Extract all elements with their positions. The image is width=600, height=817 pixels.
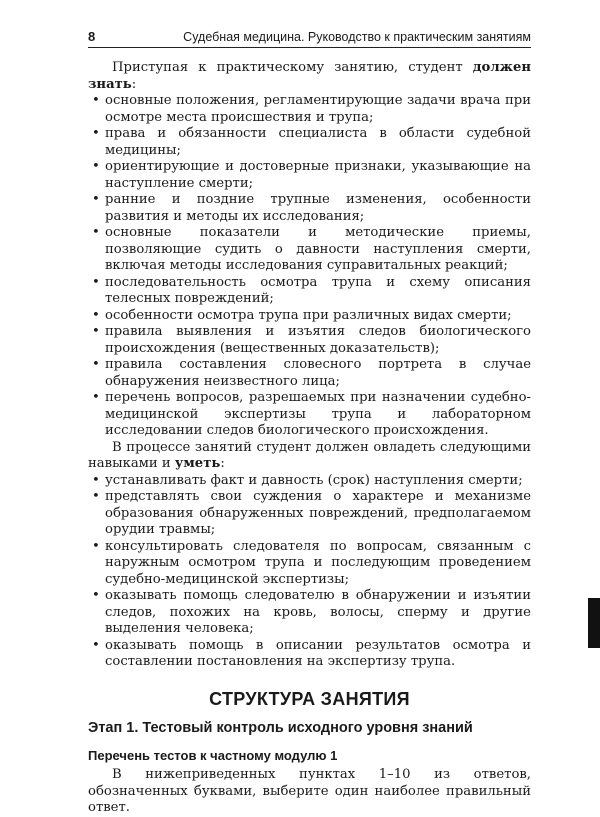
list-item bbox=[88, 192, 531, 225]
list-item-text: консультировать следователя по вопросам, связанным с наружным осмотром трупа и последующим проведением судебно-медицинской экспертизы; bbox=[105, 538, 531, 587]
list-item bbox=[88, 357, 531, 390]
list-item bbox=[88, 638, 531, 671]
bullet-icon: • bbox=[92, 93, 100, 108]
list-item bbox=[88, 473, 531, 490]
list-item bbox=[88, 275, 531, 308]
must-know-emphasis: должен знать bbox=[88, 60, 531, 92]
skills-intro: В процессе занятий студент должен овладеть следующими навыками и уметь: bbox=[88, 439, 531, 471]
list-item-text: ориентирующие и достоверные признаки, указывающие на наступление смерти; bbox=[105, 159, 531, 191]
list-item bbox=[88, 390, 531, 440]
list-item bbox=[88, 159, 531, 192]
list-item bbox=[88, 225, 531, 275]
list-item bbox=[88, 308, 531, 325]
know-intro: Приступая к практическому занятию, студент должен знать: bbox=[88, 60, 531, 92]
running-header bbox=[88, 28, 531, 48]
bullet-icon: • bbox=[92, 390, 100, 405]
bullet-icon: • bbox=[92, 538, 100, 554]
bullet-icon: • bbox=[92, 489, 100, 504]
must-do-emphasis: уметь bbox=[174, 456, 221, 471]
list-item-text: правила выявления и изъятия следов биологического происхождения (вещественных доказательств); bbox=[105, 324, 531, 356]
list-item-text: правила составления словесного портрета в случае обнаружения неизвестного лица; bbox=[105, 357, 531, 389]
list-item-text: устанавливать факт и давность (срок) наступления смерти; bbox=[105, 472, 523, 488]
list-item-text: основные показатели и методические приемы, позволяющие судить о давности наступления смерти, включая методы исследования суправитальных реакций; bbox=[105, 225, 531, 273]
page-number: 8 bbox=[88, 29, 96, 44]
tests-instruction: В нижеприведенных пунктах 1–10 из ответов, обозначенных буквами, выберите один наиболее правильный ответ. bbox=[88, 767, 531, 815]
bullet-icon: • bbox=[92, 637, 100, 653]
list-item bbox=[88, 93, 531, 126]
bullet-icon: • bbox=[92, 159, 100, 174]
bullet-icon: • bbox=[92, 588, 100, 603]
list-item-text: перечень вопросов, разрешаемых при назначении судебно-медицинской экспертизы трупа и лабораторном исследовании следов биологического происхождения. bbox=[105, 390, 531, 438]
skill-list bbox=[88, 473, 531, 671]
know-list bbox=[88, 93, 531, 440]
bullet-icon: • bbox=[92, 274, 100, 290]
list-item-text: права и обязанности специалиста в области судебной медицины; bbox=[105, 126, 531, 158]
bullet-icon: • bbox=[92, 357, 100, 372]
page-edge-tab bbox=[588, 598, 600, 648]
bullet-icon: • bbox=[92, 307, 100, 323]
list-item-text: последовательность осмотра трупа и схему описания телесных повреждений; bbox=[105, 274, 531, 306]
list-item-text: основные положения, регламентирующие задачи врача при осмотре места происшествия и трупа; bbox=[105, 93, 531, 125]
list-item-text: ранние и поздние трупные изменения, особенности развития и методы их исследования; bbox=[105, 192, 531, 224]
bullet-icon: • bbox=[92, 126, 100, 141]
list-item-text: оказывать помощь в описании результатов осмотра и составлении постановления на экспертизу трупа. bbox=[105, 637, 531, 669]
list-item-text: оказывать помощь следователю в обнаружении и изъятии следов, похожих на кровь, волосы, сперму и другие выделения человека; bbox=[105, 588, 531, 636]
bullet-icon: • bbox=[92, 472, 100, 488]
bullet-icon: • bbox=[92, 192, 100, 207]
tests-heading: Перечень тестов к частному модулю 1 bbox=[88, 747, 338, 763]
list-item-text: особенности осмотра трупа при различных видах смерти; bbox=[105, 307, 512, 323]
list-item bbox=[88, 489, 531, 539]
page-body bbox=[88, 60, 531, 817]
bullet-icon: • bbox=[92, 225, 100, 240]
list-item bbox=[88, 324, 531, 357]
bullet-icon: • bbox=[92, 324, 100, 339]
running-title: Судебная медицина. Руководство к практическим занятиям bbox=[183, 30, 531, 44]
list-item bbox=[88, 539, 531, 589]
list-item-text: представлять свои суждения о характере и механизме образования обнаруженных повреждений, предполагаемом орудии травмы; bbox=[105, 489, 531, 537]
section-heading: СТРУКТУРА ЗАНЯТИЯ bbox=[209, 688, 410, 709]
stage-heading: Этап 1. Тестовый контроль исходного уровня знаний bbox=[88, 720, 473, 736]
list-item bbox=[88, 588, 531, 638]
list-item bbox=[88, 126, 531, 159]
